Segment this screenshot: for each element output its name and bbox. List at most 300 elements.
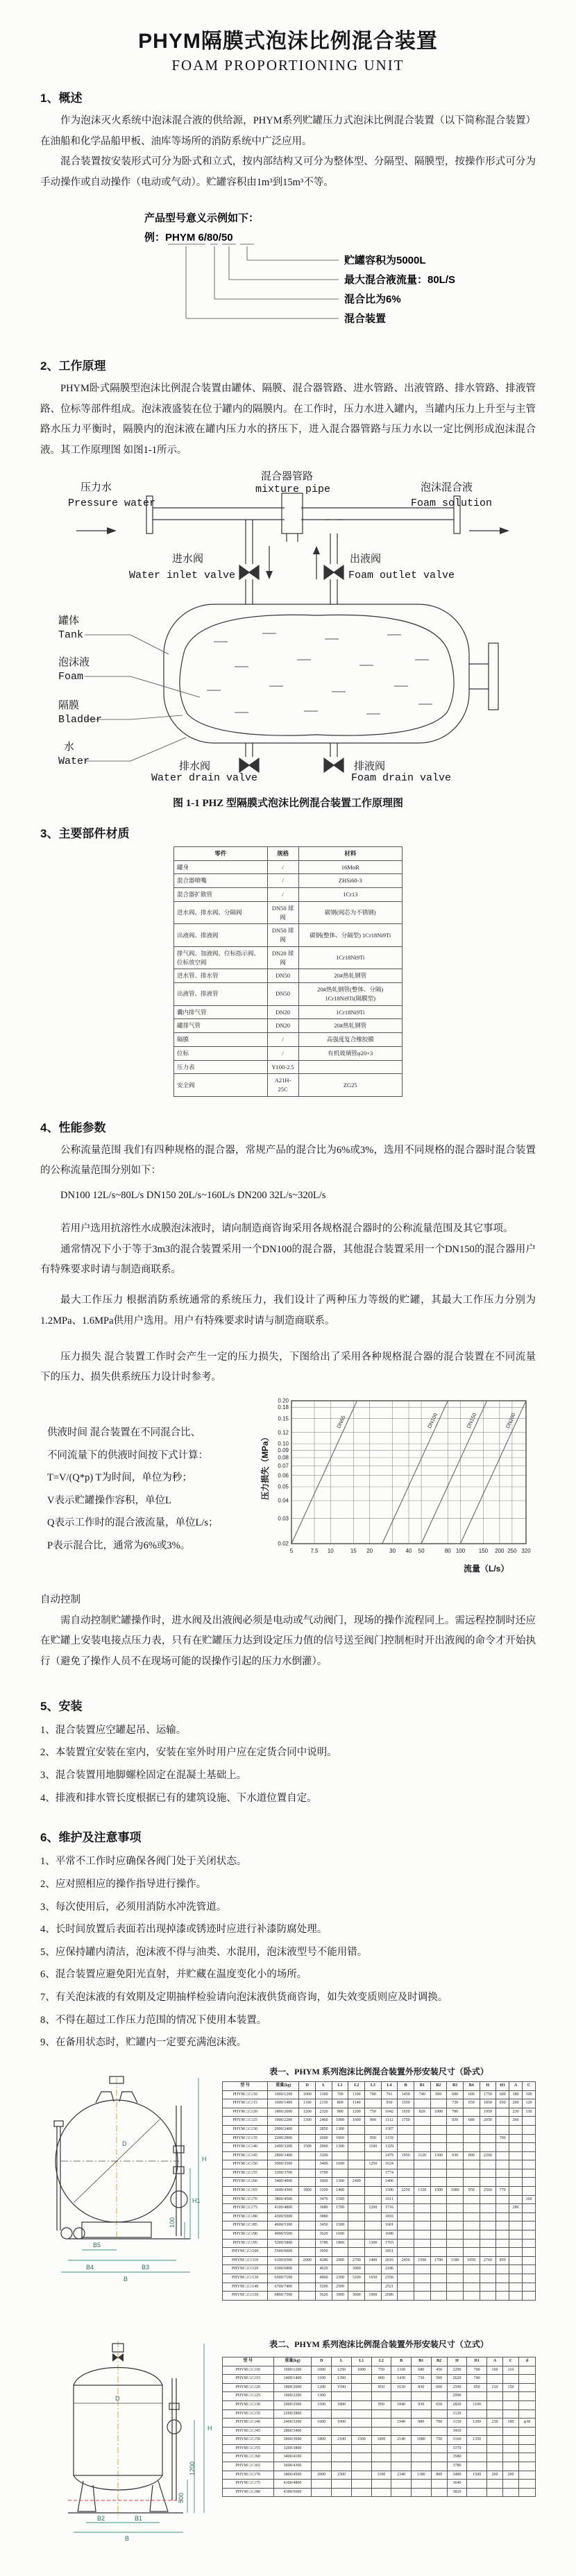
table-cell bbox=[332, 2480, 352, 2489]
table-row bbox=[223, 2444, 536, 2453]
table-cell bbox=[522, 2178, 535, 2187]
dim-b-label: B bbox=[124, 2275, 128, 2283]
table-header-cell: B2 bbox=[430, 2081, 447, 2090]
table-cell: 4100/4800 bbox=[268, 2204, 299, 2213]
x-tick-label: 10 bbox=[327, 1547, 334, 1554]
table-cell: 750 bbox=[431, 2436, 447, 2445]
table-cell: 1800 bbox=[299, 2187, 316, 2196]
table-cell bbox=[509, 2151, 523, 2160]
table-cell bbox=[414, 2212, 430, 2221]
table-cell bbox=[351, 2444, 371, 2453]
table-cell bbox=[463, 2239, 480, 2248]
table-cell: 1774 bbox=[381, 2169, 398, 2178]
table-cell: 1180 bbox=[411, 2471, 431, 2480]
table-cell bbox=[522, 2239, 535, 2248]
table-cell: 罐身 bbox=[174, 860, 268, 874]
table-cell bbox=[522, 2212, 535, 2221]
table-cell: 250 bbox=[487, 2419, 503, 2428]
table-cell: 1300 bbox=[299, 2117, 316, 2126]
y-tick-label: 0.09 bbox=[278, 1447, 289, 1453]
table-cell bbox=[430, 2195, 447, 2204]
table-cell: 1329 bbox=[381, 2143, 398, 2152]
table-cell bbox=[391, 2488, 412, 2497]
table-cell: 3810 bbox=[447, 2488, 467, 2497]
table-cell bbox=[522, 2125, 535, 2134]
table-cell: 820 bbox=[414, 2108, 430, 2117]
table-cell bbox=[411, 2444, 431, 2453]
table-cell bbox=[348, 2195, 365, 2204]
table-cell bbox=[371, 2427, 391, 2436]
table-header-cell: B bbox=[398, 2081, 414, 2090]
table-cell bbox=[503, 2409, 519, 2419]
table-cell: 900 bbox=[430, 2090, 447, 2099]
table-cell: PHYM □/□/65 bbox=[223, 2187, 268, 2196]
table-cell bbox=[371, 2488, 391, 2497]
table-cell bbox=[509, 2195, 523, 2204]
table-cell bbox=[509, 2274, 523, 2283]
x-tick-label: 200 bbox=[495, 1547, 505, 1554]
table-cell bbox=[480, 2221, 496, 2230]
table-cell bbox=[430, 2274, 447, 2283]
table-cell bbox=[496, 2230, 509, 2240]
table-cell bbox=[518, 2471, 535, 2480]
table-cell bbox=[480, 2125, 496, 2134]
table-cell: PHYM □/□/40 bbox=[223, 2143, 268, 2152]
table-row bbox=[174, 969, 403, 983]
y-tick-label: 0.07 bbox=[278, 1462, 289, 1469]
table-cell: 有机玻璃管φ20×3 bbox=[298, 1046, 402, 1060]
table-cell: 700 bbox=[496, 2134, 509, 2143]
table-cell: 1080 bbox=[447, 2187, 464, 2196]
table-cell: 1650 bbox=[365, 2274, 382, 2283]
table-cell bbox=[351, 2383, 371, 2392]
table-row bbox=[223, 2178, 536, 2187]
table-cell bbox=[348, 2134, 365, 2143]
label-mixture-pipe-en: mixture pipe bbox=[255, 483, 331, 495]
table-cell bbox=[496, 2204, 509, 2213]
table-cell bbox=[299, 2283, 316, 2292]
section-4-paragraph-2: 若用户选用抗溶性水成膜泡沫液时，请向制造商咨询采用各规格混合器时的公称流量范围及其它事项。 bbox=[60, 1222, 514, 1234]
table-cell bbox=[480, 2178, 496, 2187]
table-cell: 950 bbox=[371, 2400, 391, 2409]
label-foam-solution-zh: 泡沫混合液 bbox=[421, 481, 473, 493]
table-cell bbox=[487, 2444, 503, 2453]
y-tick-label: 0.03 bbox=[278, 1515, 289, 1522]
table-cell bbox=[414, 2292, 430, 2301]
table-row bbox=[223, 2187, 536, 2196]
table-cell bbox=[312, 2427, 332, 2436]
table-cell: PHYM □/□/40 bbox=[223, 2419, 274, 2428]
supply-time-block bbox=[40, 1394, 254, 1558]
table-cell bbox=[414, 2274, 430, 2283]
table-cell bbox=[332, 2212, 348, 2221]
table1-row bbox=[40, 2064, 536, 2317]
list-item: 不同流量下的供液时间按下式计算： bbox=[47, 1449, 208, 1461]
table-cell: 2820 bbox=[447, 2400, 467, 2409]
table-cell bbox=[414, 2239, 430, 2248]
table-cell: 1000/1200 bbox=[273, 2366, 312, 2375]
x-tick-label: 100 bbox=[455, 1547, 466, 1554]
table-cell: 2700 bbox=[348, 2256, 365, 2265]
table-cell: 1900 bbox=[332, 2419, 352, 2428]
table-cell: 2686 bbox=[381, 2292, 398, 2301]
dim2-b-label: B bbox=[125, 2534, 130, 2542]
table-cell: 180 bbox=[503, 2419, 519, 2428]
label-water-inlet-valve-en: Water inlet valve bbox=[129, 569, 236, 581]
table-cell: 2000 bbox=[312, 2471, 332, 2480]
table-cell: 3580 bbox=[447, 2453, 467, 2462]
x-axis-label: 流量（L/s） bbox=[464, 1563, 509, 1573]
table-cell: 2900 bbox=[316, 2143, 332, 2152]
table-header-cell: B1 bbox=[414, 2081, 430, 2090]
table-cell bbox=[431, 2453, 447, 2462]
table-cell bbox=[487, 2436, 503, 2445]
section-3-heading: 3、主要部件材质 bbox=[40, 826, 130, 840]
table-cell: 1400 bbox=[332, 2187, 348, 2196]
table-cell bbox=[522, 2292, 535, 2301]
table-cell bbox=[414, 2143, 430, 2152]
section-2-paragraph-1: PHYM卧式隔膜型泡沫比例混合装置由罐体、隔膜、混合器管路、进水管路、出液管路、排水管路、排液管路、位标等部件组成。泡沫液盛装在位于罐内的隔膜内。在工作时，压力水进入罐内，当罐内压力上升至与主管路水压力平衡时，隔膜内的泡沫液在罐内压力水的挤压下，进入混合器管路与压力水以一定比例形成泡沫混合液。其工作原理图 如图1-1所示。 bbox=[40, 382, 536, 457]
table-cell: 1500 bbox=[414, 2256, 430, 2265]
list-item: 2、本装置宜安装在室内，安装在室外时用户应在定货合同中说明。 bbox=[40, 1747, 337, 1759]
table-cell: 150 bbox=[503, 2383, 519, 2392]
page-subtitle: FOAM PROPORTIONING UNIT bbox=[171, 57, 405, 74]
section-4-paragraph-4: 最大工作压力 根据消防系统通常的系统压力，我们设计了两种压力等级的贮罐，其最大工作压力分别为1.2MPa、1.6MPa供用户选用。用户有特殊要求时请与制造商联系。 bbox=[40, 1295, 536, 1327]
table-cell bbox=[480, 2134, 496, 2143]
table-cell bbox=[299, 2239, 316, 2248]
table-cell bbox=[430, 2204, 447, 2213]
table-header-cell: B bbox=[391, 2357, 412, 2366]
table-cell: 1400 bbox=[365, 2256, 382, 2265]
table-cell bbox=[518, 2453, 535, 2462]
table-cell: 2340 bbox=[391, 2471, 412, 2480]
table-cell bbox=[447, 2283, 464, 2292]
y-tick-label: 0.06 bbox=[278, 1472, 289, 1479]
table-cell: 1050 bbox=[463, 2256, 480, 2265]
table-row bbox=[223, 2366, 536, 2375]
table-cell bbox=[447, 2195, 464, 2204]
table2-caption: 表二、PHYM 系列泡沫比例混合装置外形安装尺寸（立式） bbox=[269, 2339, 489, 2349]
table-cell: 1506 bbox=[381, 2187, 398, 2196]
table-cell: 4620 bbox=[316, 2265, 332, 2274]
label-tank-en: Tank bbox=[58, 629, 84, 641]
table-cell bbox=[522, 2230, 535, 2240]
table-cell: 1800 bbox=[312, 2436, 332, 2445]
table-cell bbox=[391, 2409, 412, 2419]
table-cell: PHYM □/□/35 bbox=[223, 2409, 274, 2419]
table-row bbox=[174, 1033, 403, 1047]
y-axis-label: 压力损失（MPa） bbox=[260, 1433, 270, 1500]
table-cell bbox=[522, 2204, 535, 2213]
table-cell: 1900 bbox=[365, 2292, 382, 2301]
model-label-volume: 贮罐容积为5000L bbox=[344, 254, 426, 266]
table-cell bbox=[503, 2444, 519, 2453]
list-item: 5、应保持罐内清洁，泡沫液不得与油类、水混用，泡沫液型号不能用错。 bbox=[40, 1946, 368, 1958]
table-cell bbox=[509, 2125, 523, 2134]
horizontal-dimensions-table bbox=[222, 2081, 536, 2301]
table-cell: 1300 bbox=[332, 2125, 348, 2134]
table-cell: PHYM □/□/75 bbox=[223, 2204, 268, 2213]
table-cell: 800 bbox=[332, 2099, 348, 2108]
table-row bbox=[223, 2108, 536, 2117]
table-cell bbox=[487, 2409, 503, 2419]
table-cell bbox=[348, 2212, 365, 2221]
table-cell bbox=[503, 2392, 519, 2401]
table-cell: 900 bbox=[365, 2117, 382, 2126]
table-cell: 600 bbox=[431, 2383, 447, 2392]
table-cell: 3200/3700 bbox=[268, 2169, 299, 2178]
table-cell: 2600 bbox=[316, 2134, 332, 2143]
table-cell: 1500 bbox=[430, 2187, 447, 2196]
table-cell: 1500 bbox=[332, 2221, 348, 2230]
x-tick-label: 20 bbox=[366, 1547, 373, 1554]
table-cell: 3000/3600 bbox=[273, 2436, 312, 2445]
x-tick-label: 30 bbox=[389, 1547, 396, 1554]
table-cell: 780 bbox=[447, 2108, 464, 2117]
x-tick-label: 40 bbox=[405, 1547, 412, 1554]
list-item: 8、不得在超过工作压力范围的情况下使用本装置。 bbox=[40, 2014, 267, 2026]
table-cell bbox=[299, 2134, 316, 2143]
table-cell: PHYM □/□/130 bbox=[223, 2274, 268, 2283]
table-cell bbox=[503, 2375, 519, 2384]
table-cell: 830 bbox=[411, 2383, 431, 2392]
table-cell bbox=[414, 2160, 430, 2169]
table-cell: 1180 bbox=[447, 2256, 464, 2265]
table-cell bbox=[430, 2212, 447, 2221]
table-cell: PHYM □/□/20 bbox=[223, 2108, 268, 2117]
section-5-heading: 5、安装 bbox=[40, 1699, 83, 1713]
table-cell bbox=[430, 2292, 447, 2301]
x-tick-label: 7.5 bbox=[310, 1547, 319, 1554]
table-cell bbox=[463, 2283, 480, 2292]
table-cell bbox=[431, 2444, 447, 2453]
install-list bbox=[40, 1719, 536, 1810]
table-cell: 1700 bbox=[430, 2256, 447, 2265]
table-cell bbox=[496, 2292, 509, 2301]
table-cell: 3470 bbox=[316, 2195, 332, 2204]
table2-row bbox=[40, 2337, 536, 2548]
table-cell bbox=[509, 2256, 523, 2265]
table-cell bbox=[332, 2265, 348, 2274]
table-cell: 1601 bbox=[381, 2221, 398, 2230]
table-cell: PHYM □/□/10 bbox=[223, 2366, 274, 2375]
table-cell bbox=[430, 2283, 447, 2292]
table-cell: PHYM □/□/45 bbox=[223, 2151, 268, 2160]
table-cell: 2450 bbox=[398, 2256, 414, 2265]
table-cell: DN50 球阀 bbox=[267, 901, 298, 924]
table-cell: 950 bbox=[467, 2383, 487, 2392]
table-row bbox=[174, 1060, 403, 1074]
table-header-row bbox=[223, 2081, 536, 2090]
table-cell bbox=[447, 2169, 464, 2178]
table-cell: 1400/1400 bbox=[273, 2375, 312, 2384]
table-cell: 3200 bbox=[316, 2151, 332, 2160]
table-cell bbox=[447, 2212, 464, 2221]
table-cell: 800 bbox=[431, 2471, 447, 2480]
table-cell: 2000/2500 bbox=[273, 2400, 312, 2409]
model-example: 例：PHYM 6/80/50 bbox=[144, 231, 233, 244]
table-cell bbox=[509, 2169, 523, 2178]
table-cell: PHYM □/□/150 bbox=[223, 2292, 268, 2301]
table-cell bbox=[312, 2462, 332, 2471]
table-cell bbox=[518, 2400, 535, 2409]
table-cell: 980 bbox=[411, 2419, 431, 2428]
table-cell: 1Cr18Ni9Ti bbox=[298, 946, 402, 969]
table-cell bbox=[463, 2134, 480, 2143]
table-cell: PHYM □/□/20 bbox=[223, 2383, 274, 2392]
table-cell: 200 bbox=[503, 2471, 519, 2480]
table-cell bbox=[487, 2375, 503, 2384]
table-cell: 3200 bbox=[348, 2274, 365, 2283]
table-cell: 1940 bbox=[391, 2419, 412, 2428]
table-cell bbox=[522, 2283, 535, 2292]
table-cell: 160 bbox=[522, 2195, 535, 2204]
table-cell bbox=[371, 2392, 391, 2401]
x-tick-label: 150 bbox=[478, 1547, 489, 1554]
table-row bbox=[174, 1074, 403, 1097]
table-cell: 3780 bbox=[447, 2462, 467, 2471]
label-bladder-en: Bladder bbox=[58, 713, 103, 726]
table-cell: 680 bbox=[447, 2090, 464, 2099]
list-item: 3、每次使用后，必须用消防水冲洗管道。 bbox=[40, 1901, 227, 1913]
table-cell: 1390 bbox=[332, 2375, 352, 2384]
tank-body-drawing bbox=[164, 604, 498, 743]
auto-control-heading: 自动控制 bbox=[40, 1594, 81, 1605]
list-item: T=V/(Q*p) T为时间，单位为秒； bbox=[47, 1472, 192, 1484]
table-cell: 1624 bbox=[381, 2160, 398, 2169]
table-cell: 3700 bbox=[316, 2169, 332, 2178]
pressure-loss-chart bbox=[258, 1394, 536, 1580]
table-cell bbox=[430, 2248, 447, 2257]
table-cell: 1900/2200 bbox=[273, 2392, 312, 2401]
table-cell bbox=[430, 2117, 447, 2126]
table-cell: 700 bbox=[365, 2090, 382, 2099]
table-cell: PHYM □/□/80 bbox=[223, 2212, 268, 2221]
table-cell: DN50 bbox=[267, 983, 298, 1006]
table-cell bbox=[463, 2160, 480, 2169]
table-cell: 2200/2800 bbox=[273, 2409, 312, 2419]
list-item: P表示混合比，通常为6%或3%。 bbox=[47, 1540, 191, 1552]
table-cell bbox=[332, 2444, 352, 2453]
table-cell: 1200 bbox=[348, 2108, 365, 2117]
table-cell: 3780 bbox=[316, 2239, 332, 2248]
x-tick-label: 320 bbox=[521, 1547, 531, 1554]
table-row bbox=[174, 1019, 403, 1033]
table-cell bbox=[487, 2480, 503, 2489]
table-cell bbox=[398, 2230, 414, 2240]
model-label-ratio: 混合比为6% bbox=[344, 293, 401, 305]
table-cell: 1600/1400 bbox=[268, 2099, 299, 2108]
table-cell: 3120 bbox=[447, 2409, 467, 2419]
table-cell: PHYM □/□/70 bbox=[223, 2471, 274, 2480]
table-cell: 2590 bbox=[447, 2383, 467, 2392]
table-row bbox=[223, 2099, 536, 2108]
table-cell bbox=[467, 2444, 487, 2453]
table-cell: 5500/6000 bbox=[268, 2248, 299, 2257]
table-cell bbox=[398, 2248, 414, 2257]
table-cell bbox=[398, 2239, 414, 2248]
label-foam-outlet-valve-en: Foam outlet valve bbox=[348, 569, 455, 581]
table-cell bbox=[365, 2248, 382, 2257]
table-cell: 1950 bbox=[480, 2108, 496, 2117]
table-header-cell: 重量(kg) bbox=[273, 2357, 312, 2366]
table-cell: 600 bbox=[496, 2090, 509, 2099]
table-cell: 1000 bbox=[371, 2436, 391, 2445]
list-item: 2、应对照相应的操作指导进行操作。 bbox=[40, 1878, 207, 1890]
table-cell: PHYM □/□/70 bbox=[223, 2195, 268, 2204]
table-cell: 压力表 bbox=[174, 1060, 268, 1074]
table-cell: PHYM □/□/80 bbox=[223, 2488, 274, 2497]
model-meaning-diagram bbox=[144, 210, 536, 342]
table-cell bbox=[299, 2274, 316, 2283]
table-cell: 2320 bbox=[316, 2108, 332, 2117]
table-cell: 2560 bbox=[480, 2187, 496, 2196]
table-header-cell: H1 bbox=[496, 2081, 509, 2090]
table-cell: 230 bbox=[509, 2108, 523, 2117]
table-cell: 1686 bbox=[381, 2230, 398, 2240]
table-cell: 2000 bbox=[299, 2256, 316, 2265]
table-row bbox=[223, 2283, 536, 2292]
table-cell: 隔膜 bbox=[174, 1033, 268, 1047]
table-cell bbox=[414, 2221, 430, 2230]
table-header-cell: C bbox=[503, 2357, 519, 2366]
table-cell: PHYM □/□/15 bbox=[223, 2099, 268, 2108]
table-cell: 20#热轧钢管(整体、分隔) 1Cr18Ni9Ti(隔膜型) bbox=[298, 983, 402, 1006]
table-cell: 1300 bbox=[332, 2178, 348, 2187]
table-cell bbox=[518, 2436, 535, 2445]
table-cell: 1100 bbox=[371, 2471, 391, 2480]
table-cell: 950 bbox=[365, 2134, 382, 2143]
table-row bbox=[223, 2383, 536, 2392]
table-cell: 850 bbox=[496, 2256, 509, 2265]
table-row bbox=[174, 924, 403, 947]
table-cell bbox=[463, 2274, 480, 2283]
table-cell: 2800/3400 bbox=[273, 2427, 312, 2436]
table-cell bbox=[351, 2471, 371, 2480]
table-cell bbox=[447, 2274, 464, 2283]
table-cell bbox=[391, 2462, 412, 2471]
table-header-cell: H bbox=[447, 2357, 467, 2366]
table-cell bbox=[518, 2383, 535, 2392]
table-cell: 2016 bbox=[381, 2256, 398, 2265]
table-cell bbox=[365, 2283, 382, 2292]
table-cell bbox=[431, 2480, 447, 2489]
table-cell: 3400/4100 bbox=[273, 2453, 312, 2462]
label-leaders bbox=[85, 635, 200, 761]
table-cell bbox=[447, 2248, 464, 2257]
table-row bbox=[174, 901, 403, 924]
page-title: PHYM隔膜式泡沫比例混合装置 bbox=[138, 30, 438, 53]
table-cell bbox=[398, 2204, 414, 2213]
table-cell bbox=[496, 2221, 509, 2230]
table-cell: PHYM □/□/100 bbox=[223, 2248, 268, 2257]
table-cell: 1500 bbox=[312, 2400, 332, 2409]
table-cell: PHYM □/□/45 bbox=[223, 2427, 274, 2436]
table-row bbox=[174, 888, 403, 902]
list-item: 4、排液和排水管长度根据已有的建筑设施、下水道位置自定。 bbox=[40, 1792, 317, 1804]
table-cell bbox=[299, 2212, 316, 2221]
table-cell bbox=[522, 2256, 535, 2265]
table-header-cell: 零件 bbox=[174, 846, 268, 860]
table-cell bbox=[447, 2230, 464, 2240]
table-cell: 750 bbox=[365, 2108, 382, 2117]
table-header-cell: 规格 bbox=[267, 846, 298, 860]
table-cell bbox=[398, 2292, 414, 2301]
table-cell: 3480 bbox=[447, 2471, 467, 2480]
table-cell bbox=[503, 2436, 519, 2445]
table-cell bbox=[299, 2169, 316, 2178]
table-cell bbox=[414, 2134, 430, 2143]
